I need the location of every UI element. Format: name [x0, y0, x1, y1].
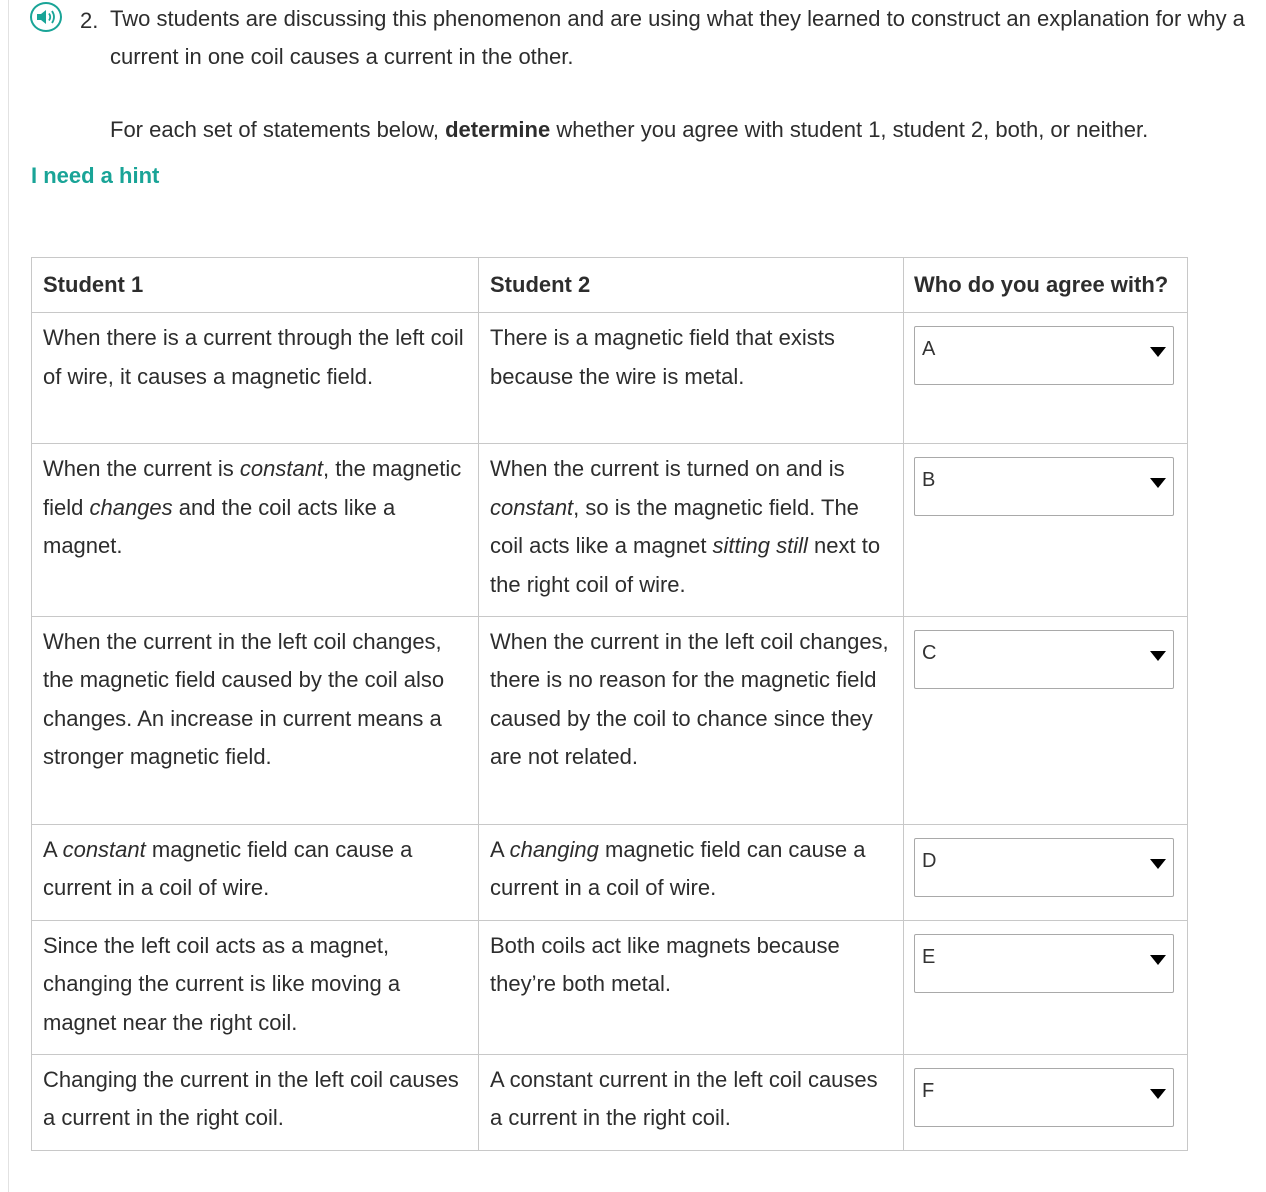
- agree-dropdown[interactable]: [914, 934, 1174, 993]
- agree-cell: [904, 617, 1188, 825]
- caret-down-icon: [1150, 858, 1166, 870]
- question-text: Two students are discussing this phenomenon and are using what they learned to construct an explanation for why a current in one coil causes a current in the other.: [110, 6, 1245, 69]
- header-student-2: Student 2: [479, 258, 904, 313]
- student-2-statement: [479, 920, 904, 1054]
- student-2-statement: [479, 1055, 904, 1151]
- student-2-statement: [479, 825, 904, 921]
- statement-text: A constant current in the left coil causes a current in the right coil.: [490, 1067, 878, 1131]
- statement-text: Both coils act like magnets because they’re both metal.: [490, 932, 840, 997]
- dropdown-selected-value: F: [922, 1080, 935, 1103]
- statement-text: , so is the magnetic field. The coil acts like a magnet: [490, 494, 859, 559]
- statement-text: Since the left coil acts as a magnet, changing the current is like moving a magnet near the right coil.: [43, 932, 401, 1035]
- agree-cell: [904, 444, 1188, 617]
- statement-text: When the current in the left coil changes, the magnetic field caused by the coil also changes. An increase in current means a stronger magnetic field.: [43, 629, 445, 770]
- instruction-after: whether you agree with student 1, student 2, both, or neither.: [550, 117, 1149, 142]
- table-row: [32, 444, 1188, 617]
- student-1-statement: [32, 920, 479, 1054]
- statement-text: There is a magnetic field that exists because the wire is metal.: [490, 325, 835, 389]
- hint-link[interactable]: I need a hint: [31, 163, 160, 188]
- dropdown-selected-value: A: [922, 338, 936, 361]
- agree-cell: [904, 313, 1188, 444]
- emphasis-text: constant: [490, 494, 574, 520]
- header-agree: Who do you agree with?: [904, 258, 1188, 313]
- agree-dropdown[interactable]: [914, 457, 1174, 516]
- statement-text: magnetic field can cause a current in a coil of wire.: [490, 837, 866, 901]
- instruction-bold: determine: [445, 117, 551, 142]
- statement-text: next to the right coil of wire.: [490, 533, 881, 597]
- dropdown-selected-value: C: [922, 642, 937, 665]
- statement-text: When the current is turned on and is: [490, 456, 845, 482]
- statement-text: and the coil acts like a magnet.: [43, 494, 396, 559]
- emphasis-text: changing: [509, 837, 599, 863]
- agreement-table: [31, 257, 1188, 1151]
- speaker-icon: [35, 8, 57, 26]
- table-row: [32, 1055, 1188, 1151]
- left-divider: [8, 0, 9, 1192]
- student-1-statement: [32, 444, 479, 617]
- agree-cell: [904, 920, 1188, 1054]
- agree-dropdown[interactable]: [914, 630, 1174, 689]
- student-1-statement: [32, 1055, 479, 1151]
- table-row: [32, 617, 1188, 825]
- statement-text: When there is a current through the left coil of wire, it causes a magnetic field.: [43, 325, 464, 389]
- emphasis-text: constant: [239, 456, 324, 482]
- dropdown-selected-value: D: [922, 850, 937, 873]
- caret-down-icon: [1150, 954, 1166, 966]
- caret-down-icon: [1150, 1088, 1166, 1100]
- statement-text: A: [490, 837, 510, 863]
- caret-down-icon: [1150, 346, 1166, 358]
- emphasis-text: constant: [62, 837, 146, 863]
- table-header-row: [32, 258, 1188, 313]
- agree-dropdown[interactable]: [914, 1068, 1174, 1127]
- dropdown-selected-value: B: [922, 469, 936, 492]
- agree-dropdown[interactable]: [914, 838, 1174, 897]
- agree-cell: [904, 825, 1188, 921]
- student-1-statement: [32, 313, 479, 444]
- agree-cell: [904, 1055, 1188, 1151]
- agree-dropdown[interactable]: [914, 326, 1174, 385]
- statement-text: magnetic field can cause a current in a coil of wire.: [43, 837, 413, 901]
- statement-text: A: [43, 837, 63, 863]
- statement-text: , the magnetic field: [43, 456, 462, 520]
- header-student-1: Student 1: [32, 258, 479, 313]
- audio-button[interactable]: [30, 2, 62, 32]
- emphasis-text: sitting still: [712, 533, 808, 559]
- statement-text: Changing the current in the left coil causes a current in the right coil.: [43, 1067, 459, 1131]
- student-2-statement: [479, 617, 904, 825]
- instruction-before: For each set of statements below,: [110, 117, 446, 142]
- table-row: [32, 920, 1188, 1054]
- instruction-text: [110, 111, 1148, 149]
- student-2-statement: [479, 313, 904, 444]
- table-row: [32, 825, 1188, 921]
- statement-text: When the current in the left coil changes, there is no reason for the magnetic field caused by the coil to chance since they are not related.: [490, 629, 889, 770]
- student-1-statement: [32, 825, 479, 921]
- student-2-statement: [479, 444, 904, 617]
- dropdown-selected-value: E: [922, 945, 936, 968]
- question-number: 2.: [80, 8, 99, 33]
- emphasis-text: changes: [89, 494, 173, 520]
- table-row: [32, 313, 1188, 444]
- statement-text: When the current is: [43, 456, 240, 482]
- student-1-statement: [32, 617, 479, 825]
- caret-down-icon: [1150, 477, 1166, 489]
- caret-down-icon: [1150, 650, 1166, 662]
